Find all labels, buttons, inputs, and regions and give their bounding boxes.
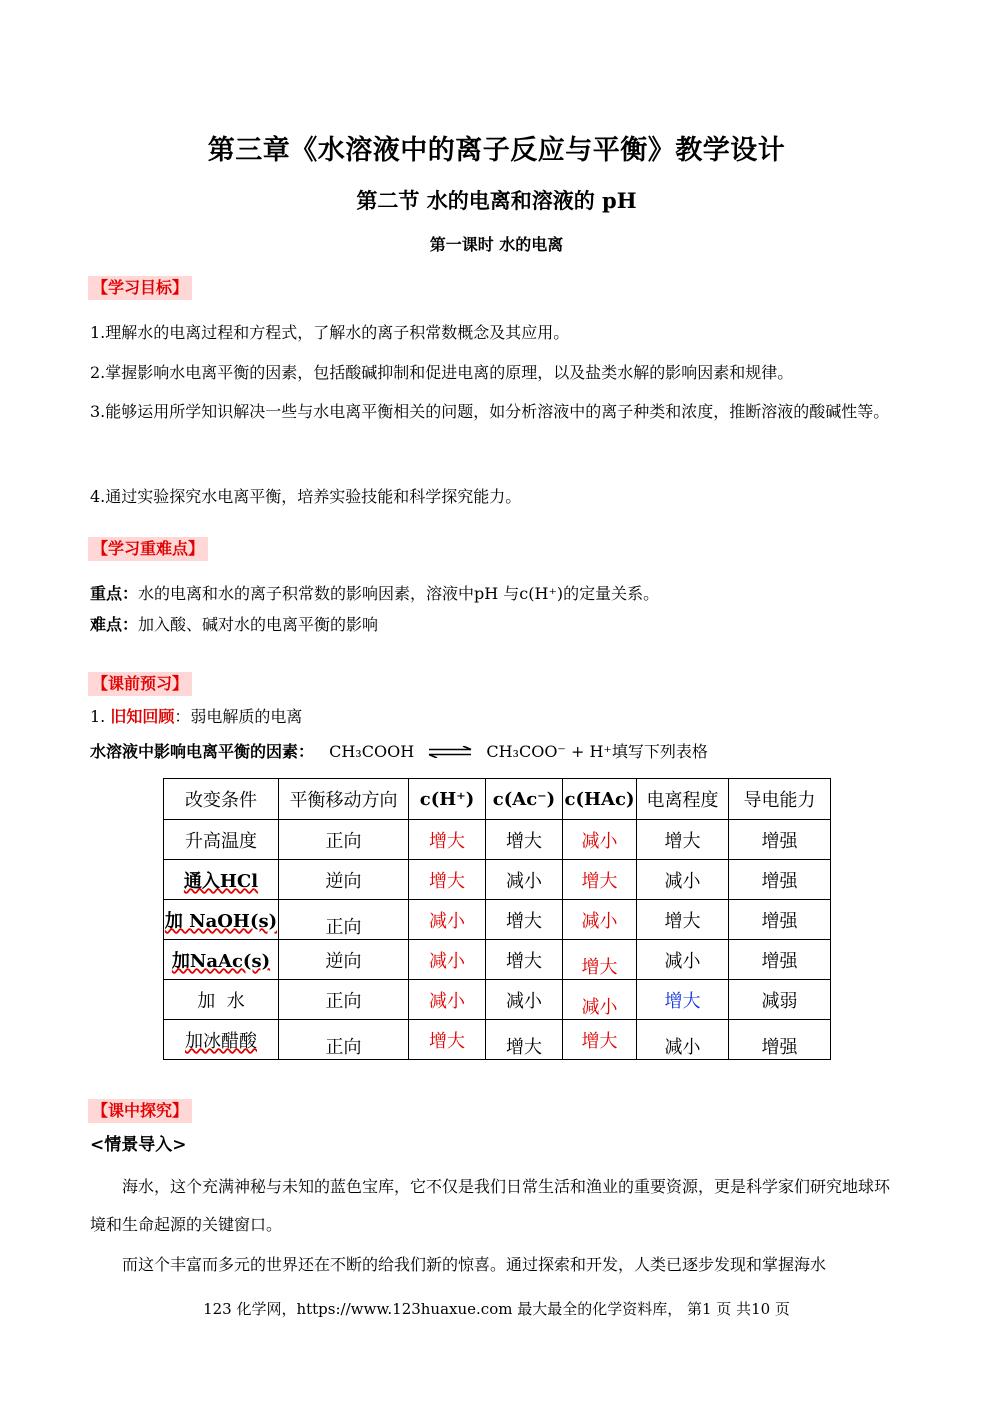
key-points-header: 【学习重难点】 — [88, 537, 208, 561]
objective-3: 3.能够运用所学知识解决一些与水电离平衡相关的问题，如分析溶液中的离子种类和浓度，推断溶液的酸碱性等。 — [90, 402, 890, 421]
explore-header: 【课中探究】 — [88, 1099, 192, 1123]
equilibrium-arrow-icon — [427, 742, 473, 764]
table-cell: 增大 — [563, 860, 637, 900]
table-cell-text: 加NaAc(s) — [171, 950, 271, 972]
table-cell: 减小 — [563, 900, 637, 940]
table-row — [164, 820, 831, 860]
table-cell-text: 减小 — [581, 996, 618, 1018]
objective-1: 1.理解水的电离过程和方程式，了解水的离子积常数概念及其应用。 — [90, 323, 570, 342]
table-cell-text: 正向 — [325, 916, 362, 938]
table-cell-text: 增大 — [506, 1036, 542, 1058]
table-cell: 逆向 — [279, 860, 409, 900]
table-cell — [563, 940, 637, 980]
table-cell-text: 减小 — [664, 1036, 701, 1058]
table-cell: 逆向 — [279, 940, 409, 980]
table-cell: 增强 — [729, 860, 831, 900]
table-cell — [279, 900, 409, 940]
intro-label: <情景导入> — [90, 1135, 187, 1155]
table-row — [164, 1020, 831, 1060]
ionization-table — [163, 778, 831, 1060]
table-cell: 减小 — [486, 980, 563, 1020]
difficult-label: 难点： — [90, 615, 139, 634]
table-cell-text: 增大 — [581, 956, 618, 978]
table-cell: 增大 — [409, 820, 486, 860]
table-cell: 增大 — [637, 820, 729, 860]
table-cell — [637, 1020, 729, 1060]
table-cell-text: 通入HCl — [183, 870, 259, 892]
equation-left: CH₃COOH — [329, 742, 415, 761]
table-header-row — [164, 779, 831, 820]
table-cell: 减小 — [637, 940, 729, 980]
difficult-point — [90, 614, 378, 636]
section-title: 第二节 水的电离和溶液的 pH — [356, 188, 637, 213]
table-cell — [164, 860, 279, 900]
objectives-header: 【学习目标】 — [88, 276, 192, 300]
table-cell — [729, 1020, 831, 1060]
key-text: 水的电离和水的离子积常数的影响因素，溶液中pH 与c(H⁺)的定量关系。 — [138, 584, 660, 603]
lesson-title: 第一课时 水的电离 — [429, 235, 564, 254]
table-cell: 增大 — [563, 1020, 637, 1060]
review-number: 1. — [90, 707, 111, 726]
review-line — [90, 706, 302, 728]
table-cell-text: 增强 — [761, 1036, 798, 1058]
table-header: 平衡移动方向 — [279, 779, 409, 820]
table-cell: 减小 — [563, 820, 637, 860]
table-cell-text: 加冰醋酸 — [185, 1030, 257, 1052]
table-header: c(HAc) — [563, 779, 637, 820]
table-cell: 增大 — [637, 980, 729, 1020]
difficult-text: 加入酸、碱对水的电离平衡的影响 — [138, 615, 379, 634]
table-cell — [486, 1020, 563, 1060]
table-cell: 增大 — [637, 900, 729, 940]
table-row — [164, 860, 831, 900]
table-cell: 增大 — [409, 1020, 486, 1060]
table-cell: 增大 — [486, 900, 563, 940]
table-cell: 减小 — [637, 860, 729, 900]
table-cell: 增大 — [486, 940, 563, 980]
page-footer: 123 化学网，https://www.123huaxue.com 最大最全的化学资料库， 第1 页 共10 页 — [203, 1300, 790, 1318]
table-cell: 增大 — [486, 820, 563, 860]
table-cell-text: 加 NaOH(s) — [164, 910, 278, 932]
table-row — [164, 940, 831, 980]
table-cell — [164, 940, 279, 980]
equation-line — [90, 741, 708, 764]
table-cell: 增大 — [409, 860, 486, 900]
table-header: 电离程度 — [637, 779, 729, 820]
table-cell: 减小 — [409, 940, 486, 980]
table-header: 导电能力 — [729, 779, 831, 820]
table-cell: 升高温度 — [164, 820, 279, 860]
table-cell-text: 正向 — [325, 1036, 362, 1058]
table-cell — [164, 1020, 279, 1060]
table-cell — [164, 900, 279, 940]
table-row — [164, 900, 831, 940]
table-cell: 减小 — [409, 900, 486, 940]
review-text: ：弱电解质的电离 — [174, 707, 303, 726]
table-cell: 增强 — [729, 940, 831, 980]
objective-2: 2.掌握影响水电离平衡的因素，包括酸碱抑制和促进电离的原理，以及盐类水解的影响因素和规律。 — [90, 363, 794, 382]
table-cell — [279, 1020, 409, 1060]
table-cell: 增强 — [729, 820, 831, 860]
table-cell: 正向 — [279, 820, 409, 860]
review-label: 旧知回顾 — [110, 707, 175, 726]
table-cell: 减小 — [409, 980, 486, 1020]
equation-right: CH₃COO⁻ + H⁺ — [486, 742, 612, 761]
objective-4: 4.通过实验探究水电离平衡，培养实验技能和科学探究能力。 — [90, 487, 522, 506]
page-title: 第三章《水溶液中的离子反应与平衡》教学设计 — [207, 135, 786, 166]
table-cell: 减弱 — [729, 980, 831, 1020]
intro-paragraph-2: 而这个丰富而多元的世界还在不断的给我们新的惊喜。通过探索和开发，人类已逐步发现和掌握海水 — [122, 1255, 827, 1274]
key-point — [90, 583, 659, 605]
intro-paragraph-1: 海水，这个充满神秘与未知的蓝色宝库，它不仅是我们日常生活和渔业的重要资源，更是科学家们研究地球环境和生命起源的关键窗口。 — [90, 1177, 891, 1234]
table-cell: 减小 — [486, 860, 563, 900]
equation-label: 水溶液中影响电离平衡的因素： — [90, 742, 315, 761]
table-header: c(Ac⁻) — [486, 779, 563, 820]
table-cell: 加 水 — [164, 980, 279, 1020]
equation-tail: 填写下列表格 — [611, 742, 708, 761]
table-header: c(H⁺) — [409, 779, 486, 820]
table-header: 改变条件 — [164, 779, 279, 820]
key-label: 重点： — [90, 584, 139, 603]
table-cell — [563, 980, 637, 1020]
preview-header: 【课前预习】 — [88, 672, 192, 696]
table-row — [164, 980, 831, 1020]
table-cell: 正向 — [279, 980, 409, 1020]
table-cell: 增强 — [729, 900, 831, 940]
